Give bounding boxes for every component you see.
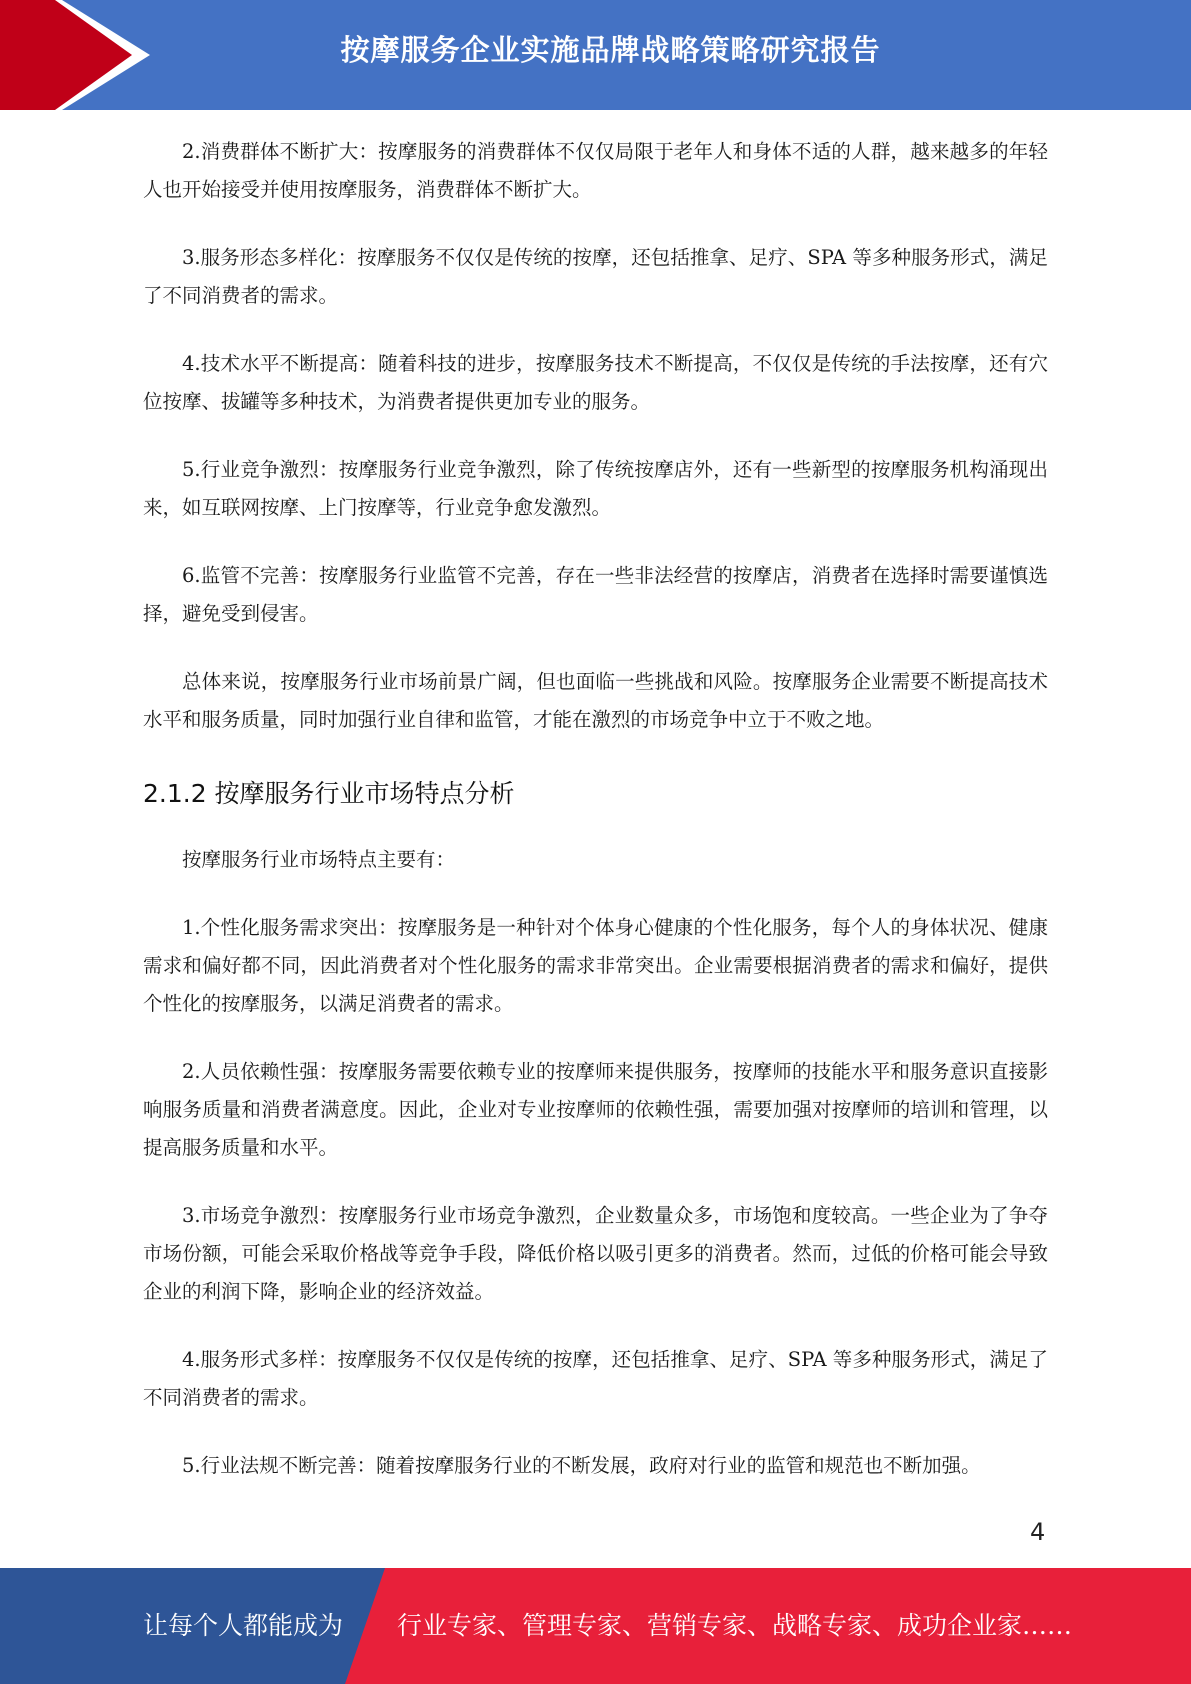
paragraph: 2.人员依赖性强：按摩服务需要依赖专业的按摩师来提供服务，按摩师的技能水平和服务意识直接影响服务质量和消费者满意度。因此，企业对专业按摩师的依赖性强，需要加强对按摩师的培训和管理，以提高服务质量和水平。 (143, 1060, 1048, 1159)
section-heading: 2.1.2 按摩服务行业市场特点分析 (143, 779, 515, 808)
report-title: 按摩服务企业实施品牌战略策略研究报告 (340, 33, 881, 67)
paragraph: 3.服务形态多样化：按摩服务不仅仅是传统的按摩，还包括推拿、足疗、SPA 等多种服务形式，满足了不同消费者的需求。 (143, 246, 1048, 307)
paragraph: 4.技术水平不断提高：随着科技的进步，按摩服务技术不断提高，不仅仅是传统的手法按摩，还有穴位按摩、拔罐等多种技术，为消费者提供更加专业的服务。 (143, 352, 1048, 413)
paragraph: 5.行业竞争激烈：按摩服务行业竞争激烈，除了传统按摩店外，还有一些新型的按摩服务机构涌现出来，如互联网按摩、上门按摩等，行业竞争愈发激烈。 (143, 458, 1048, 519)
footer-slogan-left: 让每个人都能成为 (143, 1611, 344, 1640)
paragraph: 按摩服务行业市场特点主要有： (182, 848, 456, 871)
paragraph: 总体来说，按摩服务行业市场前景广阔，但也面临一些挑战和风险。按摩服务企业需要不断提高技术水平和服务质量，同时加强行业自律和监管，才能在激烈的市场竞争中立于不败之地。 (143, 670, 1048, 731)
page-number: 4 (1030, 1518, 1046, 1546)
page-header (0, 0, 1191, 110)
document-body (143, 133, 1048, 1515)
header-arrow-decoration (0, 0, 160, 110)
page-footer (0, 1568, 1191, 1684)
paragraph: 6.监管不完善：按摩服务行业监管不完善，存在一些非法经营的按摩店，消费者在选择时需要谨慎选择，避免受到侵害。 (143, 564, 1048, 625)
paragraph: 4.服务形式多样：按摩服务不仅仅是传统的按摩，还包括推拿、足疗、SPA 等多种服务形式，满足了不同消费者的需求。 (143, 1348, 1048, 1409)
paragraph: 5.行业法规不断完善：随着按摩服务行业的不断发展，政府对行业的监管和规范也不断加强。 (182, 1454, 981, 1477)
footer-slogan-right: 行业专家、管理专家、营销专家、战略专家、成功企业家…… (397, 1611, 1073, 1640)
paragraph: 3.市场竞争激烈：按摩服务行业市场竞争激烈，企业数量众多，市场饱和度较高。一些企业为了争夺市场份额，可能会采取价格战等竞争手段，降低价格以吸引更多的消费者。然而，过低的价格可能会导致企业的利润下降，影响企业的经济效益。 (143, 1204, 1048, 1303)
paragraph: 1.个性化服务需求突出：按摩服务是一种针对个体身心健康的个性化服务，每个人的身体状况、健康需求和偏好都不同，因此消费者对个性化服务的需求非常突出。企业需要根据消费者的需求和偏好，提供个性化的按摩服务，以满足消费者的需求。 (143, 916, 1048, 1015)
paragraph: 2.消费群体不断扩大：按摩服务的消费群体不仅仅局限于老年人和身体不适的人群，越来越多的年轻人也开始接受并使用按摩服务，消费群体不断扩大。 (143, 140, 1048, 201)
